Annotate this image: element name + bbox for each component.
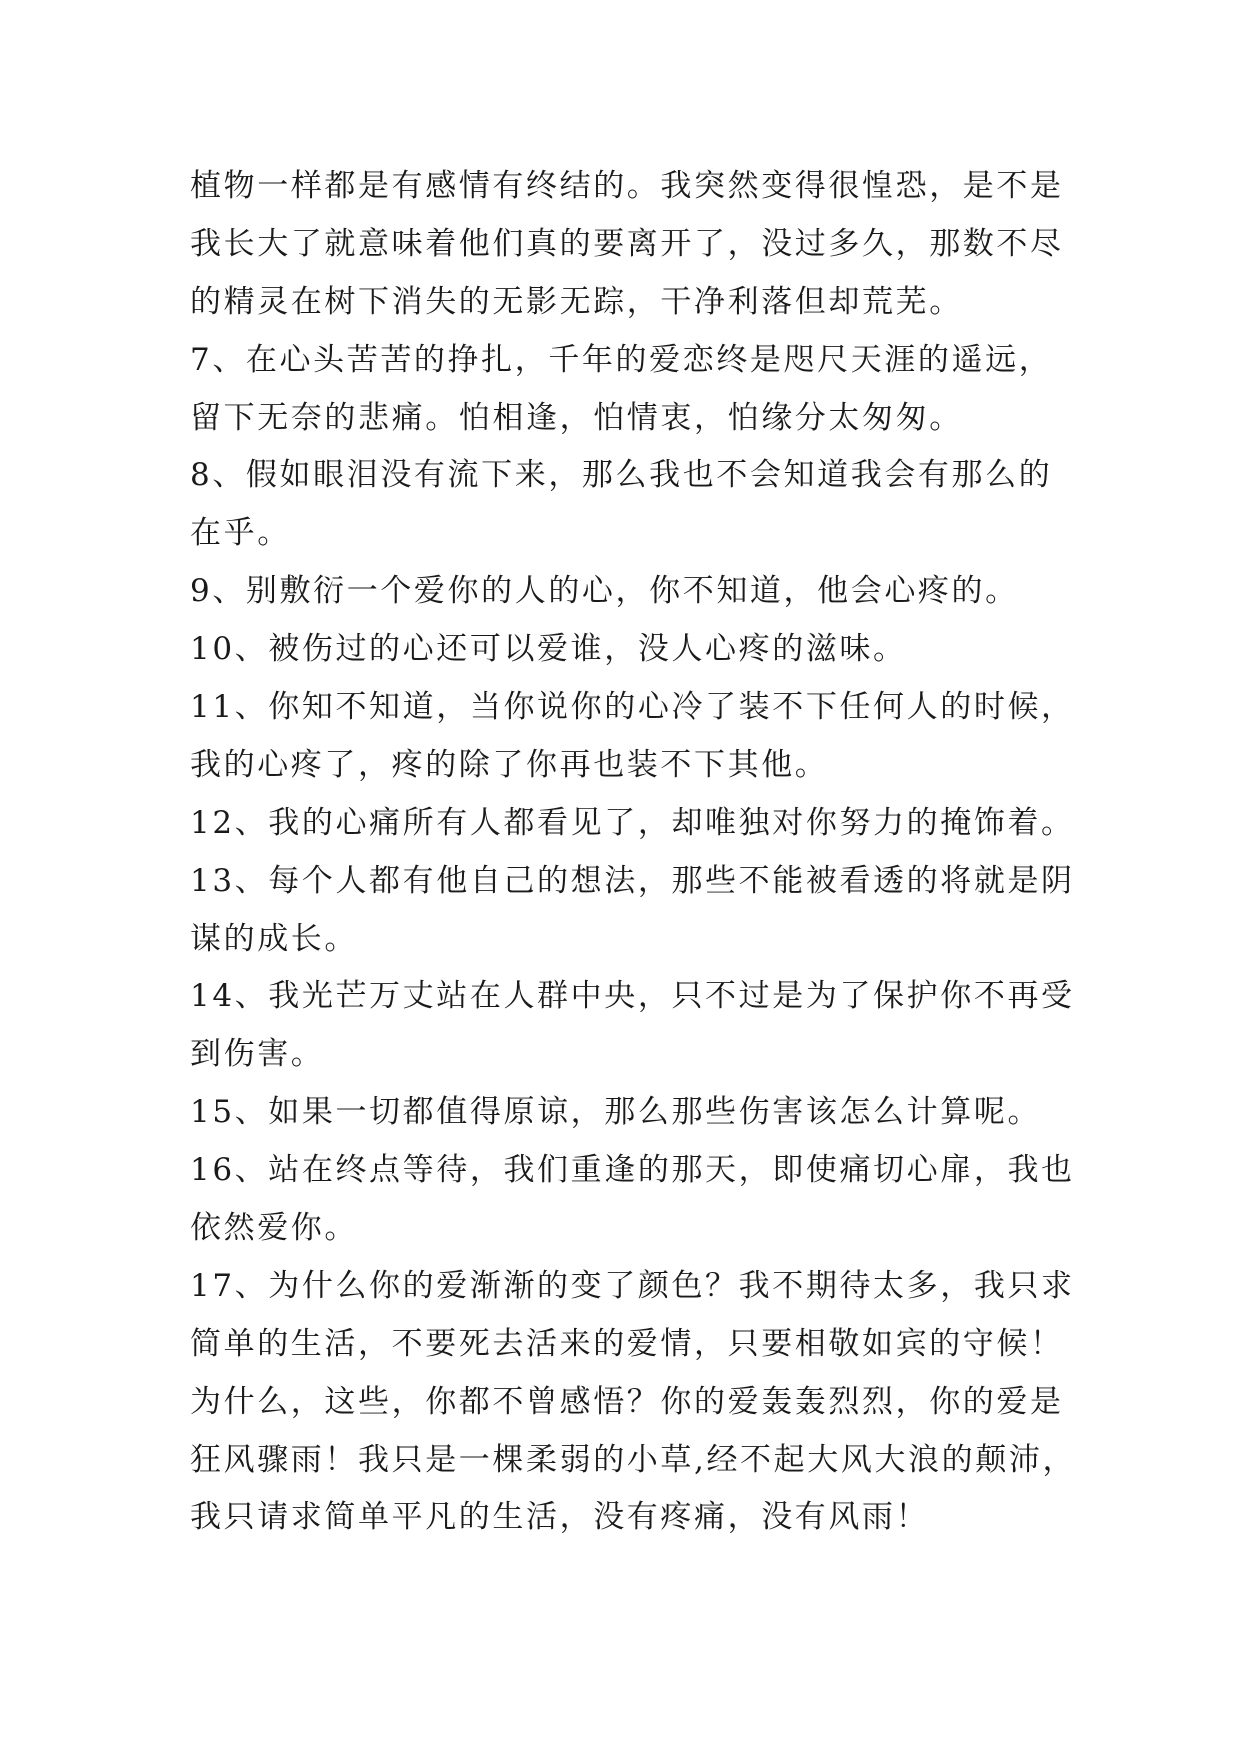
text-line: 我的心疼了，疼的除了你再也装不下其他。 <box>190 746 829 783</box>
text-line: 狂风骤雨！我只是一棵柔弱的小草,经不起大风大浪的颠沛， <box>190 1441 1077 1478</box>
text-line: 的精灵在树下消失的无影无踪，干净利落但却荒芜。 <box>190 283 963 320</box>
text-line: 7、在心头苦苦的挣扎，千年的爱恋终是咫尺天涯的遥远， <box>190 341 1053 378</box>
text-line: 简单的生活，不要死去活来的爱情，只要相敬如宾的守候！ <box>190 1325 1064 1362</box>
text-line: 16、站在终点等待，我们重逢的那天，即使痛切心扉，我也 <box>190 1152 1075 1189</box>
text-line: 17、为什么你的爱渐渐的变了颜色？我不期待太多，我只求 <box>190 1267 1075 1304</box>
text-line: 8、假如眼泪没有流下来，那么我也不会知道我会有那么的 <box>190 457 1053 494</box>
text-line: 14、我光芒万丈站在人群中央，只不过是为了保护你不再受 <box>190 978 1075 1015</box>
text-line: 到伤害。 <box>190 1036 325 1073</box>
text-line: 依然爱你。 <box>190 1210 358 1247</box>
text-line: 13、每个人都有他自己的想法，那些不能被看透的将就是阴 <box>190 862 1075 899</box>
text-line: 在乎。 <box>190 515 291 552</box>
document-body <box>190 158 1090 1547</box>
text-line: 12、我的心痛所有人都看见了，却唯独对你努力的掩饰着。 <box>190 804 1075 841</box>
text-line: 为什么，这些，你都不曾感悟？你的爱轰轰烈烈，你的爱是 <box>190 1383 1064 1420</box>
text-line: 9、别敷衍一个爱你的人的心，你不知道，他会心疼的。 <box>190 573 1019 610</box>
text-line: 植物一样都是有感情有终结的。我突然变得很惶恐，是不是 <box>190 168 1064 204</box>
text-line: 11、你知不知道，当你说你的心冷了装不下任何人的时候， <box>190 689 1075 726</box>
text-line: 留下无奈的悲痛。怕相逢，怕情衷，怕缘分太匆匆。 <box>190 399 963 436</box>
text-line: 10、被伤过的心还可以爱谁，没人心疼的滋味。 <box>190 631 907 668</box>
text-line: 谋的成长。 <box>190 920 358 957</box>
text-line: 我长大了就意味着他们真的要离开了，没过多久，那数不尽 <box>190 225 1064 262</box>
text-line: 我只请求简单平凡的生活，没有疼痛，没有风雨！ <box>190 1499 930 1536</box>
text-line: 15、如果一切都值得原谅，那么那些伤害该怎么计算呢。 <box>190 1094 1042 1131</box>
